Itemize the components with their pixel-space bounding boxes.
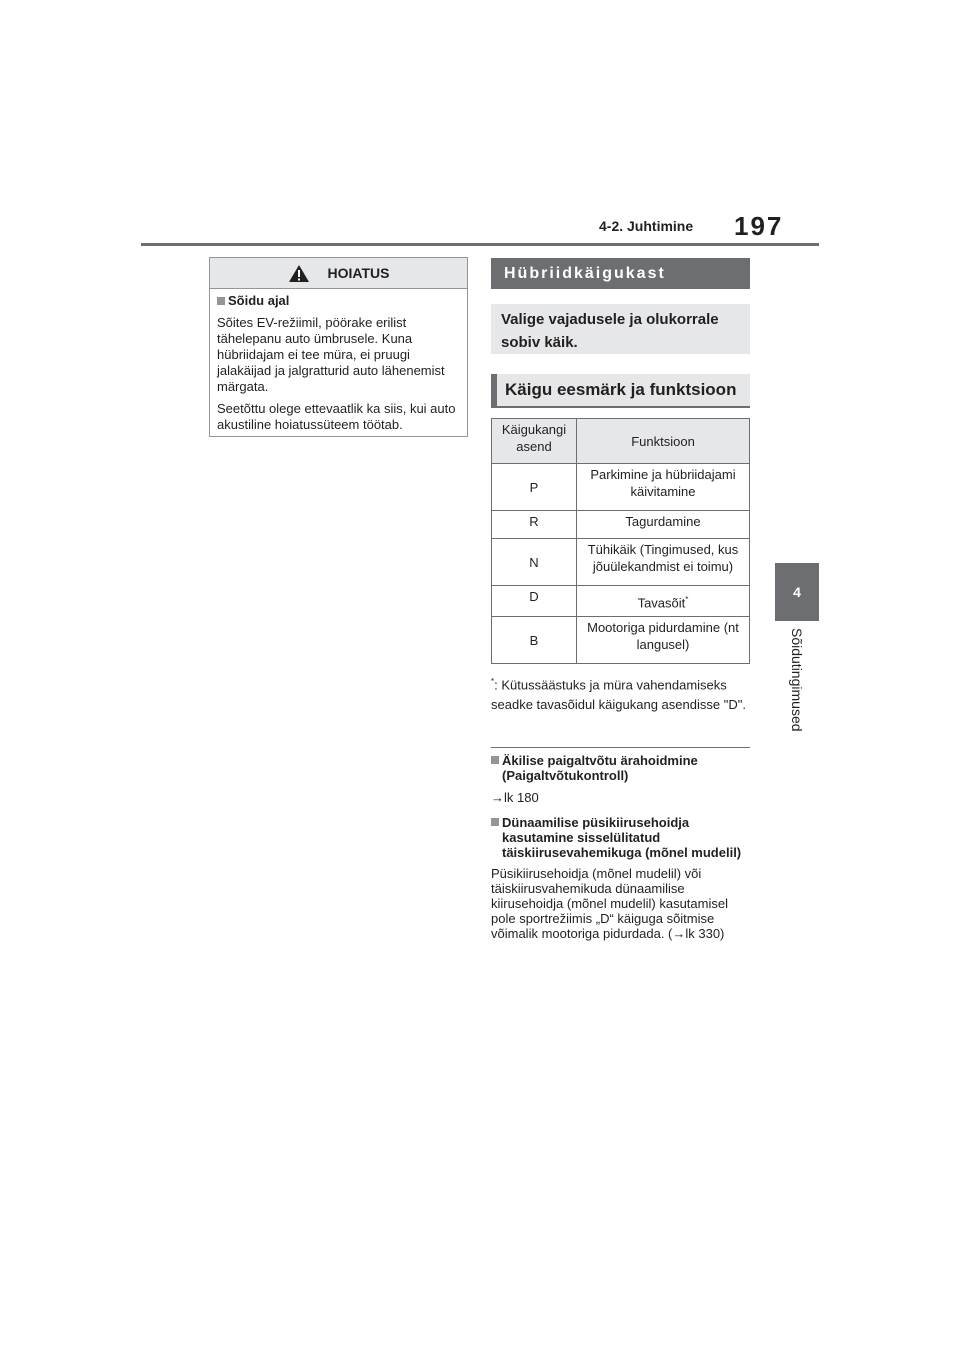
info-text: Püsikiirusehoidja (mõnel mudelil) või täiskiirusvahemikuda dünaamilise kiirusehoidja (mõnel mudelil) kasutamisel pole sportrežiimis „D“ käiguga sõitmise võimalik mootoriga pidurdada. (→lk 330) [491,866,728,941]
warning-heading-row [217,293,460,309]
warning-paragraph: Sõites EV-režiimil, pöörake erilist tähelepanu auto ümbrusele. Kuna hübriidajam ei tee müra, ei pruugi jalakäijad ja jalgratturid auto lähenemist märgata. [217,315,445,394]
square-bullet-icon [217,297,225,305]
warning-body [210,289,467,433]
section-title: 4-2. Juhtimine [599,218,694,234]
info-heading-row [491,753,750,783]
footnote-mark: * [491,677,495,686]
gear-position: N [492,539,577,586]
page-title: Hübriidkäigukast [491,258,750,289]
table-row [492,586,750,617]
table-header-row [492,419,750,464]
page-reference-link[interactable]: →lk 180 [491,790,539,805]
intro-box: Valige vajadusele ja olukorrale sobiv käik. [491,304,750,354]
gear-function: Tavasõit [637,595,686,611]
warning-title: HOIATUS [327,265,390,281]
chapter-label: Sõidutingimused [789,628,805,732]
table-row [492,511,750,539]
footnote [491,672,750,715]
gear-function-cell [577,586,750,617]
gear-position: P [492,464,577,511]
section-heading: Käigu eesmärk ja funktsioon [491,374,750,408]
chapter-tab [775,563,819,621]
footnote-text: : Kütussäästuks ja müra vahendamiseks seadke tavasõidul käigukang asendisse "D". [491,677,746,713]
info-heading: Dünaamilise püsikiirusehoidja kasutamine sisselülitatud täiskiirusevahemikuga (mõnel mudelil) [502,815,742,860]
gear-function: Parkimine ja hübriidajami käivitamine [577,464,750,511]
table-row [492,617,750,664]
chapter-label-container [775,628,819,748]
square-bullet-icon [491,756,499,764]
info-heading: Äkilise paigaltvõtu ärahoidmine (Paigaltvõtukontroll) [502,753,698,783]
page-number: 197 [734,211,784,241]
gear-position: R [492,511,577,539]
info-block [491,815,750,941]
header-divider [141,243,819,246]
warning-header [210,258,467,289]
warning-box [209,257,468,437]
info-heading-row [491,815,750,860]
gear-function: Mootoriga pidurdamine (nt langusel) [577,617,750,664]
warning-triangle-icon [288,264,310,283]
footnote-mark: * [685,594,689,604]
gear-function: Tühikäik (Tingimused, kus jõuülekandmist ei toimu) [577,539,750,586]
info-block [491,753,750,805]
gear-position: B [492,617,577,664]
gear-table [491,418,750,664]
gear-function: Tagurdamine [577,511,750,539]
warning-paragraph: Seetõttu olege ettevaatlik ka siis, kui auto akustiline hoiatussüteem töötab. [217,401,456,432]
chapter-number: 4 [793,584,801,600]
table-row [492,464,750,511]
table-row [492,539,750,586]
column-header: Käigukangi asend [492,419,577,464]
square-bullet-icon [491,818,499,826]
divider [491,747,750,748]
warning-heading: Sõidu ajal [228,293,290,308]
gear-position: D [492,586,577,617]
column-header: Funktsioon [577,419,750,464]
